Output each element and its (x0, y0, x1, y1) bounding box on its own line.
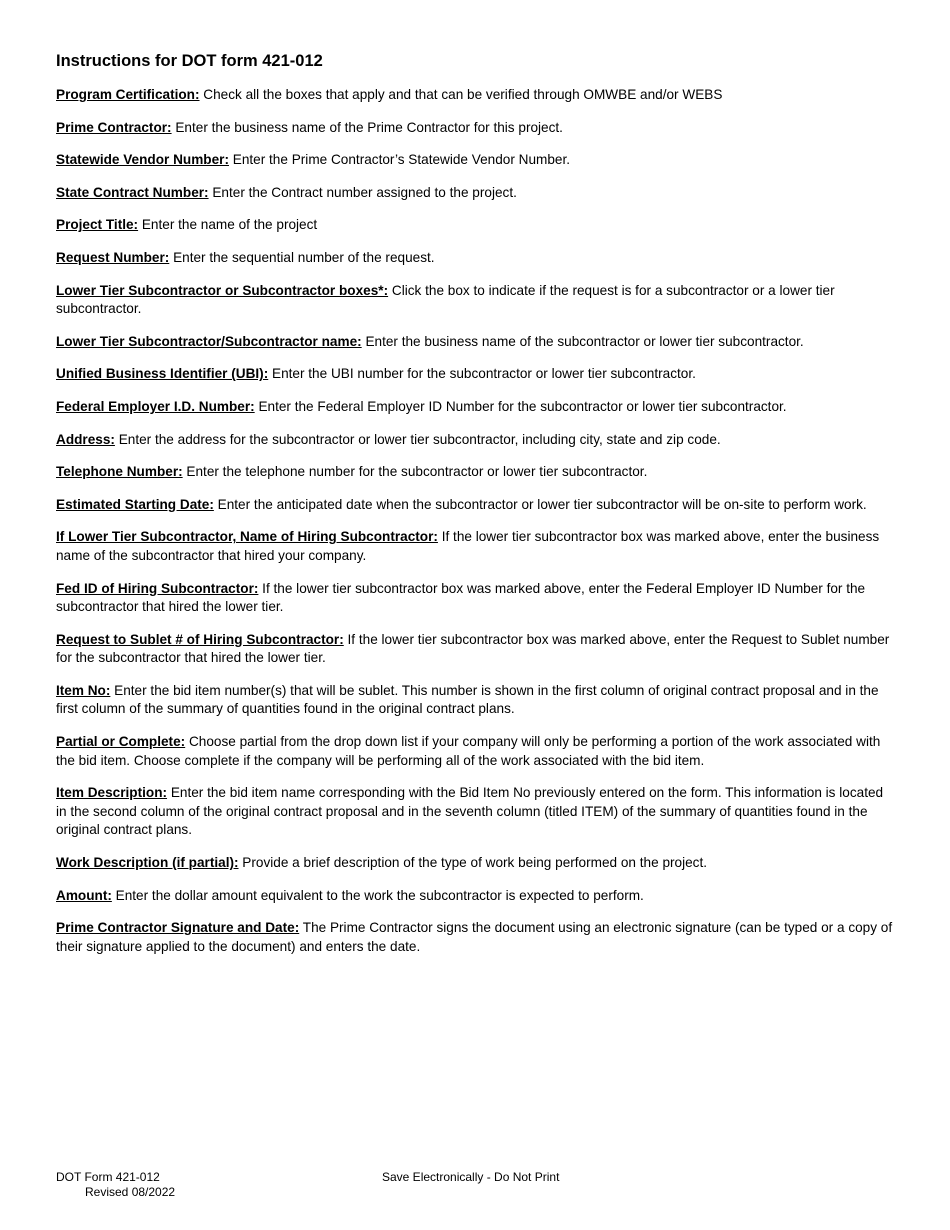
instruction-text: Enter the sequential number of the request. (169, 249, 435, 265)
instruction-term: Lower Tier Subcontractor/Subcontractor name: (56, 333, 362, 349)
instruction-text: Enter the Federal Employer ID Number for the subcontractor or lower tier subcontractor. (254, 398, 787, 414)
instruction-text: Enter the telephone number for the subcontractor or lower tier subcontractor. (182, 464, 648, 480)
instruction-signature-and-date (56, 919, 896, 956)
instruction-term: Request to Sublet # of Hiring Subcontractor: (56, 631, 344, 647)
footer-form-info (56, 1170, 175, 1199)
instruction-term: State Contract Number: (56, 184, 209, 200)
instruction-term: Federal Employer I.D. Number: (56, 398, 255, 414)
instruction-text: If the lower tier subcontractor box was marked above, enter the Request to Sublet number for the subcontractor that hired the lower tier. (56, 631, 890, 666)
instruction-program-certification (56, 86, 896, 105)
instruction-term: Statewide Vendor Number: (56, 152, 229, 168)
instruction-text: Enter the anticipated date when the subcontractor or lower tier subcontractor will be on-site to perform work. (213, 496, 867, 512)
instruction-text: Enter the business name of the subcontractor or lower tier subcontractor. (361, 333, 804, 349)
instruction-text: Provide a brief description of the type of work being performed on the project. (238, 855, 708, 871)
page-title: Instructions for DOT form 421-012 (56, 52, 323, 70)
instruction-text: Enter the bid item name corresponding with the Bid Item No previously entered on the form. This information is located in the second column of the original contract proposal and in the seventh column (titled ITEM) of the summary of quantities found in the original contract plans. (56, 785, 884, 838)
instruction-text: If the lower tier subcontractor box was marked above, enter the Federal Employer ID Number for the subcontractor that hired the lower tier. (56, 580, 866, 615)
instruction-ubi (56, 365, 896, 384)
instruction-term: Lower Tier Subcontractor or Subcontractor boxes*: (56, 282, 389, 298)
instruction-text: Check all the boxes that apply and that can be verified through OMWBE and/or WEBS (199, 87, 723, 102)
instruction-term: Item Description: (56, 785, 168, 801)
instruction-term: Address: (56, 431, 115, 447)
instruction-text: Enter the Prime Contractor’s Statewide Vendor Number. (228, 152, 571, 168)
instruction-item-description (56, 784, 896, 840)
instruction-statewide-vendor-number (56, 151, 896, 170)
instruction-partial-or-complete (56, 733, 896, 770)
instruction-estimated-starting-date (56, 496, 896, 515)
instruction-hiring-subcontractor-sublet-number (56, 631, 896, 668)
instruction-address (56, 431, 896, 450)
instruction-text: Enter the name of the project (138, 217, 318, 233)
footer-form-number: DOT Form 421-012 (56, 1170, 160, 1184)
instruction-prime-contractor (56, 119, 896, 138)
instruction-term: Fed ID of Hiring Subcontractor: (56, 580, 259, 596)
instruction-subcontractor-name (56, 333, 896, 352)
instruction-term: Item No: (56, 682, 111, 698)
instruction-term: Work Description (if partial): (56, 855, 239, 871)
instruction-text: Enter the Contract number assigned to the project. (208, 184, 517, 200)
footer-notice: Save Electronically - Do Not Print (382, 1170, 560, 1184)
instruction-hiring-subcontractor-name (56, 528, 896, 565)
instruction-telephone-number (56, 463, 896, 482)
instruction-term: Unified Business Identifier (UBI): (56, 366, 269, 382)
instruction-item-no (56, 682, 896, 719)
instruction-term: Telephone Number: (56, 464, 183, 480)
instruction-text: Enter the dollar amount equivalent to the work the subcontractor is expected to perform. (111, 887, 644, 903)
instruction-term: Partial or Complete: (56, 734, 186, 750)
instruction-term: Prime Contractor Signature and Date: (56, 920, 300, 936)
instruction-text: Enter the UBI number for the subcontractor or lower tier subcontractor. (268, 366, 696, 382)
instruction-project-title (56, 216, 896, 235)
instruction-federal-employer-id (56, 398, 896, 417)
instructions-list (56, 86, 896, 970)
instruction-term: Prime Contractor: (56, 119, 172, 135)
instruction-term: Request Number: (56, 249, 170, 265)
instruction-text: Enter the business name of the Prime Contractor for this project. (171, 119, 563, 135)
instruction-work-description (56, 854, 896, 873)
instruction-request-number (56, 249, 896, 268)
instruction-text: Enter the address for the subcontractor or lower tier subcontractor, including city, state and zip code. (114, 431, 721, 447)
instruction-text: If the lower tier subcontractor box was marked above, enter the business name of the subcontractor that hired your company. (56, 529, 880, 563)
instruction-text: Choose partial from the drop down list if your company will only be performing a portion of the work associated with the bid item. Choose complete if the company will be performing all of the work associated with the bid item. (56, 734, 881, 768)
instruction-text: Enter the bid item number(s) that will be sublet. This number is shown in the first column of original contract proposal and in the first column of the summary of quantities found in the original contract plans. (56, 682, 879, 717)
instruction-term: Program Certification: (56, 87, 200, 102)
footer-revised-date: Revised 08/2022 (85, 1184, 176, 1199)
instruction-text: Click the box to indicate if the request is for a subcontractor or a lower tier subcontractor. (56, 282, 835, 317)
instruction-text: The Prime Contractor signs the document using an electronic signature (can be typed or a copy of their signature applied to the document) and enters the date. (56, 920, 893, 954)
instruction-term: Amount: (56, 887, 112, 903)
instruction-hiring-subcontractor-fed-id (56, 580, 896, 617)
instruction-state-contract-number (56, 184, 896, 203)
instruction-term: If Lower Tier Subcontractor, Name of Hiring Subcontractor: (56, 529, 438, 545)
instruction-amount (56, 887, 896, 906)
instruction-term: Estimated Starting Date: (56, 496, 214, 512)
instruction-subcontractor-boxes (56, 282, 896, 319)
instruction-term: Project Title: (56, 217, 139, 233)
